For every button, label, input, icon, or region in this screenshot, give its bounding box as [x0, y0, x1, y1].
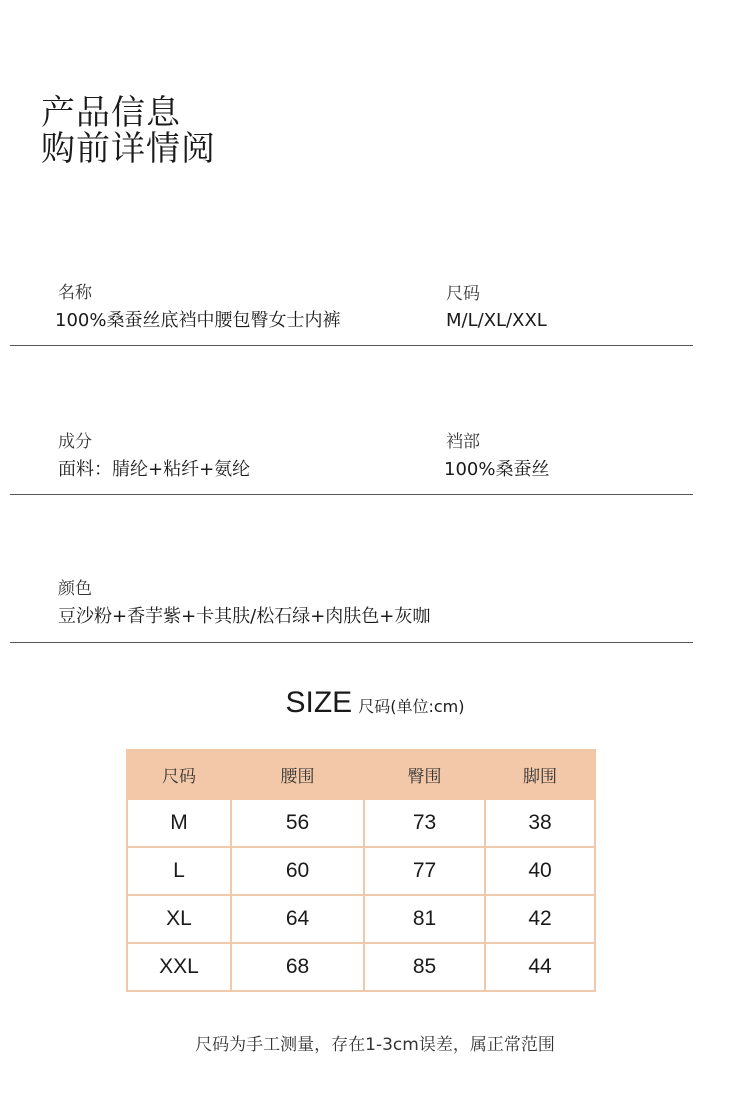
table-cell: 73	[364, 799, 485, 847]
column-header-size: 尺码	[127, 750, 231, 799]
table-cell: L	[127, 847, 231, 895]
composition-label: 成分	[58, 432, 92, 452]
table-row	[127, 799, 595, 847]
table-cell: 77	[364, 847, 485, 895]
color-value: 豆沙粉+香芋紫+卡其肤/松石绿+肉肤色+灰咖	[58, 606, 431, 627]
table-row	[127, 847, 595, 895]
table-cell: 60	[231, 847, 364, 895]
page-title-line-1: 产品信息	[41, 93, 181, 133]
measurement-note: 尺码为手工测量，存在1-3cm误差，属正常范围	[195, 1035, 555, 1055]
table-row	[127, 943, 595, 991]
table-cell: 42	[485, 895, 595, 943]
divider	[10, 642, 693, 643]
table-cell: 44	[485, 943, 595, 991]
size-value: M/L/XL/XXL	[446, 310, 547, 331]
column-header-leg: 脚围	[485, 750, 595, 799]
table-cell: 68	[231, 943, 364, 991]
name-label: 名称	[58, 283, 92, 303]
name-value: 100%桑蚕丝底裆中腰包臀女士内裤	[55, 310, 341, 331]
color-label: 颜色	[58, 579, 92, 599]
table-header-row	[127, 750, 595, 799]
table-cell: 64	[231, 895, 364, 943]
size-label: 尺码	[446, 284, 480, 304]
table-cell: XL	[127, 895, 231, 943]
crotch-value: 100%桑蚕丝	[444, 459, 550, 480]
table-cell: 81	[364, 895, 485, 943]
page-title	[41, 95, 216, 167]
table-cell: M	[127, 799, 231, 847]
table-cell: 85	[364, 943, 485, 991]
composition-value: 面料：腈纶+粘纤+氨纶	[58, 459, 251, 480]
divider	[10, 345, 693, 346]
size-table	[126, 749, 596, 992]
size-chart-heading	[0, 686, 750, 720]
size-chart-subtitle: 尺码(单位:cm)	[358, 697, 465, 716]
table-cell: 56	[231, 799, 364, 847]
size-chart-title: SIZE	[285, 686, 353, 719]
table-cell: 38	[485, 799, 595, 847]
crotch-label: 裆部	[446, 432, 480, 452]
table-cell: 40	[485, 847, 595, 895]
divider	[10, 494, 693, 495]
column-header-waist: 腰围	[231, 750, 364, 799]
table-row	[127, 895, 595, 943]
column-header-hip: 臀围	[364, 750, 485, 799]
page-title-line-2: 购前详情阅	[41, 129, 216, 169]
table-cell: XXL	[127, 943, 231, 991]
